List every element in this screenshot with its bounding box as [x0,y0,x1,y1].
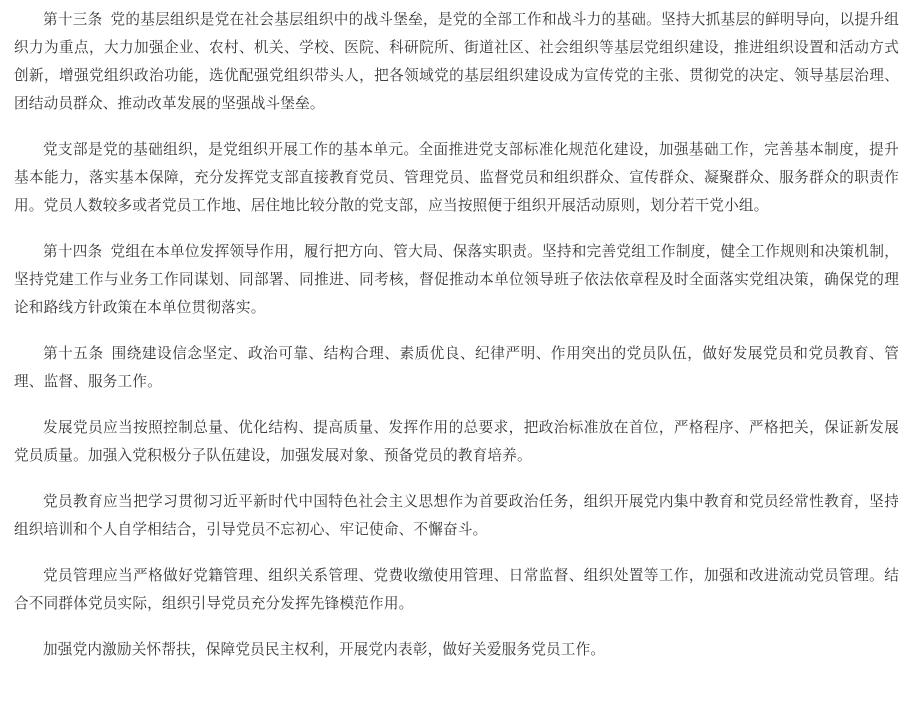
paragraph-member-care [14,636,899,664]
paragraph-member-development [14,414,899,470]
paragraph-member-management [14,562,899,618]
paragraph-party-branch [14,136,899,220]
paragraph-text: 党员管理应当严格做好党籍管理、组织关系管理、党费收缴使用管理、日常监督、组织处置等工作，加强和改进流动党员管理。结合不同群体党员实际，组织引导党员充分发挥先锋模范作用。 [14,567,899,612]
paragraph-member-education [14,488,899,544]
paragraph-article-14 [14,238,899,322]
paragraph-text: 党的基层组织是党在社会基层组织中的战斗堡垒，是党的全部工作和战斗力的基础。坚持大抓基层的鲜明导向，以提升组织力为重点，大力加强企业、农村、机关、学校、医院、科研院所、街道社区、社会组织等基层党组织建设，推进组织设置和活动方式创新，增强党组织政治功能，选优配强党组织带头人，把各领域党的基层组织建设成为宣传党的主张、贯彻党的决定、领导基层治理、团结动员群众、推动改革发展的坚强战斗堡垒。 [14,11,899,112]
paragraph-text: 党支部是党的基础组织，是党组织开展工作的基本单元。全面推进党支部标准化规范化建设，加强基础工作，完善基本制度，提升基本能力，落实基本保障，充分发挥党支部直接教育党员、管理党员、监督党员和组织群众、宣传群众、凝聚群众、服务群众的职责作用。党员人数较多或者党员工作地、居住地比较分散的党支部，应当按照便于组织开展活动原则，划分若干党小组。 [14,141,899,214]
paragraph-article-15 [14,340,899,396]
article-number: 第十三条 [43,11,103,28]
article-number: 第十五条 [43,345,104,362]
paragraph-text: 加强党内激励关怀帮扶，保障党员民主权利，开展党内表彰，做好关爱服务党员工作。 [43,641,606,658]
document-body [14,6,899,664]
paragraph-article-13 [14,6,899,118]
article-number: 第十四条 [43,243,103,260]
paragraph-text: 党组在本单位发挥领导作用，履行把方向、管大局、保落实职责。坚持和完善党组工作制度，健全工作规则和决策机制，坚持党建工作与业务工作同谋划、同部署、同推进、同考核，督促推动本单位领导班子依法依章程及时全面落实党组决策，确保党的理论和路线方针政策在本单位贯彻落实。 [14,243,899,316]
paragraph-text: 围绕建设信念坚定、政治可靠、结构合理、素质优良、纪律严明、作用突出的党员队伍，做好发展党员和党员教育、管理、监督、服务工作。 [14,345,899,390]
paragraph-text: 发展党员应当按照控制总量、优化结构、提高质量、发挥作用的总要求，把政治标准放在首位，严格程序、严格把关，保证新发展党员质量。加强入党积极分子队伍建设，加强发展对象、预备党员的教育培养。 [14,419,899,464]
paragraph-text: 党员教育应当把学习贯彻习近平新时代中国特色社会主义思想作为首要政治任务，组织开展党内集中教育和党员经常性教育，坚持组织培训和个人自学相结合，引导党员不忘初心、牢记使命、不懈奋斗。 [14,493,899,538]
